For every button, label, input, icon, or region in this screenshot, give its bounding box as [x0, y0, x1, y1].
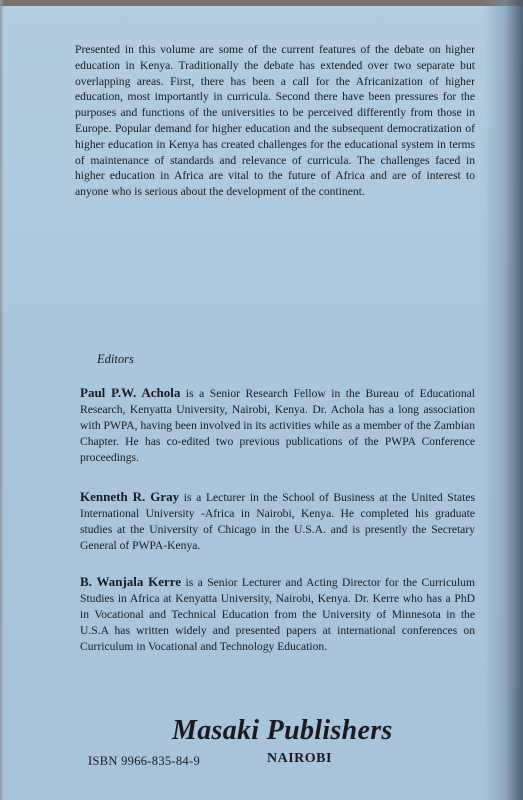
left-page-edge — [0, 0, 4, 800]
spine-shadow — [483, 0, 523, 800]
publisher-name: Masaki Publishers — [172, 715, 393, 746]
editor-name: Paul P.W. Achola — [80, 385, 181, 400]
editors-heading: Editors — [97, 352, 134, 366]
editor-bio-kerre — [80, 574, 475, 655]
top-edge-strip — [0, 0, 523, 6]
isbn-number: ISBN 9966-835-84-9 — [88, 754, 200, 768]
editor-name: B. Wanjala Kerre — [80, 574, 182, 589]
book-blurb: Presented in this volume are some of the current features of the debate on higher education in Kenya. Traditionally the debate has extended over two separate but overlapping areas. First, there has been a call for the Africanization of higher education, most importantly in curricula. Second there have been pressures for the purposes and functions of the universities to be perceived differently from those in Europe. Popular demand for higher education and the subsequent democratization of higher education in Kenya has created challenges for the educational system in terms of maintenance of standards and relevance of curricula. The challenges faced in higher education in Africa are vital to the future of Africa and are of interest to anyone who is serious about the development of the continent. — [75, 43, 475, 199]
editor-bio-gray — [80, 489, 475, 554]
publisher-city: NAIROBI — [267, 751, 332, 766]
editor-name: Kenneth R. Gray — [80, 489, 180, 504]
editor-bio-achola — [80, 385, 475, 466]
editor-bio-text: is a Lecturer in the School of Business at the United States International University -Africa in Nairobi, Kenya. He completed his graduate studies at the University of Chicago in the U.S.A. and is presently the Secretary General of PWPA-Kenya. — [80, 491, 475, 552]
editor-bio-text: is a Senior Research Fellow in the Bureau of Educational Research, Kenyatta University, Nairobi, Kenya. Dr. Achola has a long association with PWPA, having been involved in its activities while as a member of the Zambian Chapter. He has co-edited two previous publications of the PWPA Conference proceedings. — [80, 387, 476, 464]
editor-bio-text: is a Senior Lecturer and Acting Director for the Curriculum Studies in Africa at Kenyatta University, Nairobi, Kenya. Dr. Kerre who has a PhD in Vocational and Technical Education from the University of Minnesota in the U.S.A has written widely and presented papers at international conferences on Curriculum in Vocational and Technology Education. — [80, 576, 475, 653]
